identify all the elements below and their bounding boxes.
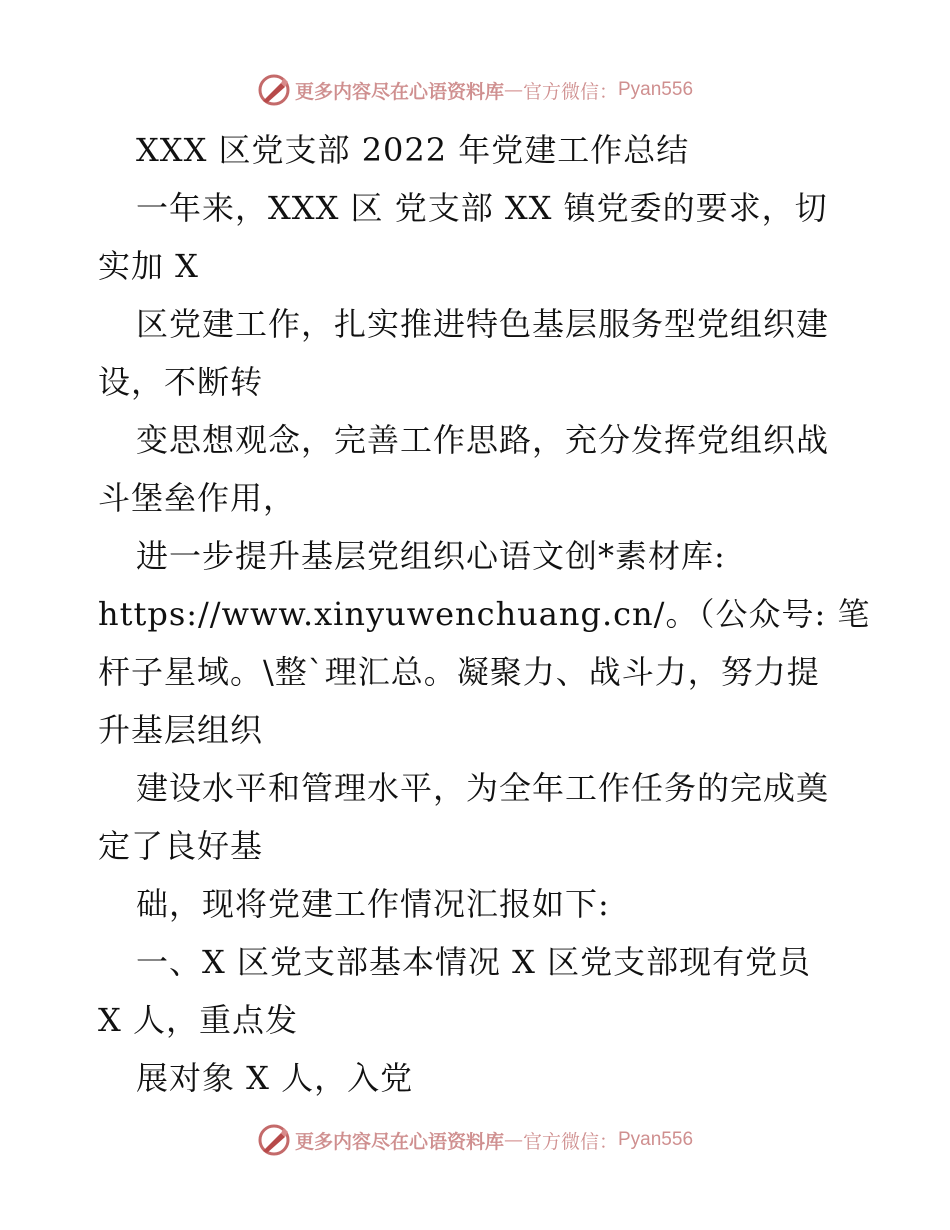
watermark-wechat-label: 官方微信： [522,80,618,103]
paragraph-line: 设，不断转 [98,363,264,401]
paragraph-line: 区党建工作，扎实推进特色基层服务型党组织建 [136,305,830,343]
paragraph-line: 斗堡垒作用， [98,479,297,517]
document-body [98,121,871,1107]
url-line: https://www.xinyuwenchuang.cn/。（公众号: 笔 [98,595,871,633]
paragraph-line: 杆子星域。\整`理汇总。凝聚力、战斗力，努力提 [98,653,820,691]
paragraph-line: 进一步提升基层党组织心语文创*素材库: [136,537,726,575]
watermark-brand-text: 更多内容尽在心语资料库 [294,1130,504,1153]
paragraph-line: 展对象 X 人，入党 [136,1059,414,1097]
watermark-wechat-id: Pyan556 [618,79,694,100]
paragraph-line: 定了良好基 [98,827,264,865]
watermark-banner-bottom [0,1122,950,1158]
watermark-separator: — [503,1129,523,1151]
paragraph-line: 建设水平和管理水平，为全年工作任务的完成奠 [136,769,830,807]
watermark-wechat-label: 官方微信： [522,1130,618,1153]
paragraph-line: 实加 X [98,247,199,285]
paragraph-line: X 人，重点发 [98,1001,298,1039]
paragraph-line: 一年来，XXX 区 党支部 XX 镇党委的要求，切 [136,189,828,227]
paragraph-line: 础，现将党建工作情况汇报如下: [136,885,610,923]
pen-circle-logo-icon [257,73,291,107]
watermark-brand-text: 更多内容尽在心语资料库 [294,80,504,103]
pen-circle-logo-icon [257,1123,291,1157]
watermark-wechat-id: Pyan556 [618,1129,694,1150]
document-title: XXX 区党支部 2022 年党建工作总结 [136,131,690,169]
watermark-separator: — [503,79,523,101]
paragraph-line: 变思想观念，完善工作思路，充分发挥党组织战 [136,421,830,459]
section-heading-line: 一、X 区党支部基本情况 X 区党支部现有党员 [136,943,812,981]
paragraph-line: 升基层组织 [98,711,264,749]
watermark-banner-top [0,72,950,108]
